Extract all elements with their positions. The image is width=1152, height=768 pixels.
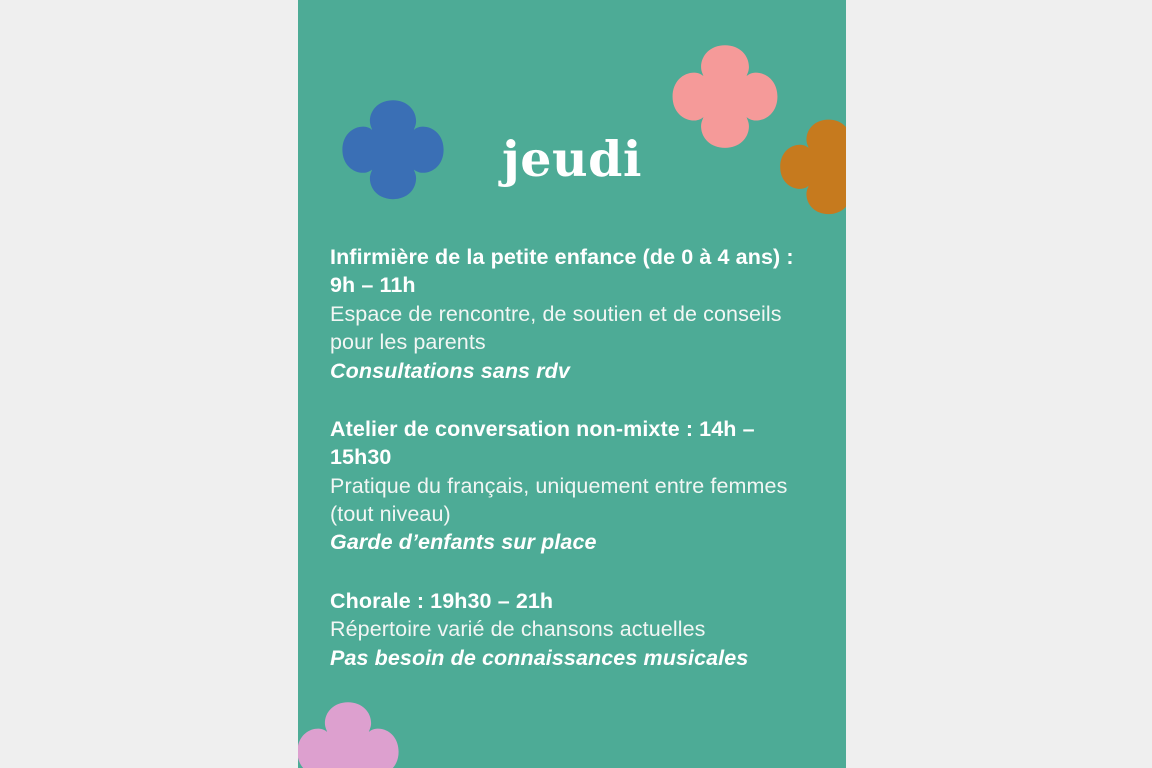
poster-title: jeudi	[502, 130, 642, 188]
event-heading: Infirmière de la petite enfance (de 0 à 4 ans) : 9h – 11h	[330, 245, 794, 298]
event-description: Répertoire varié de chansons actuelles	[330, 617, 706, 642]
event-description: Pratique du français, uniquement entre femmes (tout niveau)	[330, 473, 788, 526]
event-description: Espace de rencontre, de soutien et de conseils pour les parents	[330, 301, 782, 355]
poster-card	[298, 0, 846, 768]
events-list	[330, 243, 822, 672]
event-heading: Atelier de conversation non-mixte : 14h – 15h30	[330, 416, 755, 470]
event-note: Pas besoin de connaissances musicales	[330, 645, 749, 670]
event-item	[330, 587, 822, 672]
event-note: Consultations sans rdv	[330, 358, 570, 383]
event-item	[330, 415, 822, 557]
event-item	[330, 243, 822, 385]
violet-clover-shape	[298, 700, 403, 768]
event-note: Garde d’enfants sur place	[330, 530, 597, 555]
event-heading: Chorale : 19h30 – 21h	[330, 588, 554, 613]
